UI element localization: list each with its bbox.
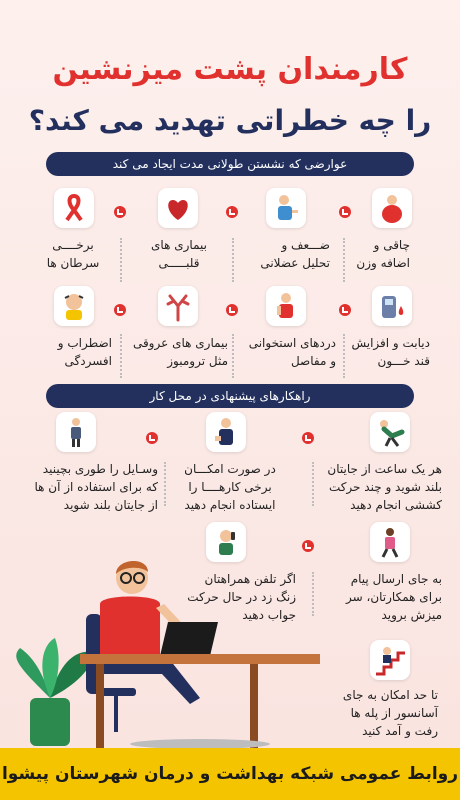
weak-muscle-icon <box>266 188 306 228</box>
effect-label: ضـــعف و تحلیل عضلانی <box>260 238 330 270</box>
solution-label: به جای ارسال پیام برای همکارتان، سر میزش بروید <box>345 572 442 622</box>
solution-label: وسـایل را طوری بچینید که برای استفاده از آن ها از جایتان بلند شوید <box>34 462 158 512</box>
effect-label: بیماری های قلبـــــی <box>151 238 207 270</box>
footer-credit: روابط عمومی شبکه بهداشت و درمان شهرستان پیشوا <box>0 748 460 800</box>
divider <box>343 238 345 282</box>
walking-person-icon <box>370 522 410 562</box>
obesity-icon <box>372 188 412 228</box>
glucose-meter-icon <box>372 286 412 326</box>
arrow-icon <box>339 206 351 218</box>
solution-label: هر یک ساعت از جایتان بلند شوید و چند حرکت کششی انجام دهید <box>327 462 442 512</box>
solution-label: اگر تلفن همراهتان زنگ زد در حال حرکت جواب دهید <box>187 572 296 622</box>
divider <box>120 334 122 378</box>
effect-label: دردهای استخوانی و مفاصل <box>248 336 336 368</box>
divider <box>120 238 122 282</box>
arrow-icon <box>114 304 126 316</box>
stress-icon <box>54 286 94 326</box>
title-line-1: کارمندان پشت میزنشین <box>52 52 408 87</box>
effect-label: چاقی و اضافه وزن <box>356 238 410 270</box>
solution-label: در صورت امکـــان برخی کارهــــا را ایستاده انجام دهید <box>184 462 276 512</box>
divider <box>232 238 234 282</box>
title-line-2: را چه خطراتی تهدید می کند؟ <box>28 104 432 137</box>
standing-person-icon <box>56 412 96 452</box>
heart-icon <box>158 188 198 228</box>
section-heading-solutions: راهکارهای پیشنهادی در محل کار <box>46 384 414 408</box>
office-worker-illustration <box>0 548 320 748</box>
section-heading-effects: عوارضی که نشستن طولانی مدت ایجاد می کند <box>46 152 414 176</box>
arrow-icon <box>302 432 314 444</box>
standing-worker-icon <box>206 412 246 452</box>
arrow-icon <box>339 304 351 316</box>
divider <box>312 462 314 506</box>
arrow-icon <box>226 206 238 218</box>
joint-pain-icon <box>266 286 306 326</box>
arrow-icon <box>146 432 158 444</box>
effect-label: بیماری های عروقی مثل ترومبوز <box>132 336 228 368</box>
arrow-icon <box>226 304 238 316</box>
cancer-ribbon-icon <box>54 188 94 228</box>
stretching-icon <box>370 412 410 452</box>
effect-label: دیابت و افزایش قند خـــون <box>351 336 430 368</box>
solution-label: تا حد امکان به جای آسانسور از پله ها رفت و آمد کنید <box>342 688 438 738</box>
effect-label: اضطراب و افسردگی <box>57 336 112 368</box>
effect-label: برخــــی سرطان ها <box>46 238 100 270</box>
divider <box>343 334 345 378</box>
divider <box>232 334 234 378</box>
divider <box>164 462 166 506</box>
blood-vessel-icon <box>158 286 198 326</box>
stairs-icon <box>370 640 410 680</box>
arrow-icon <box>114 206 126 218</box>
